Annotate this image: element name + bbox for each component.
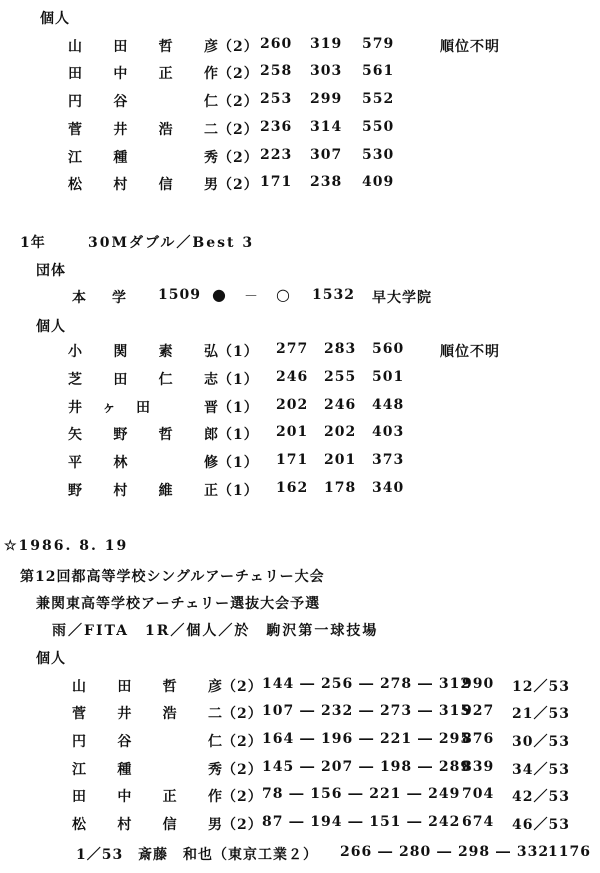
rank: 46／53 [512, 817, 570, 833]
grade: （2） [218, 122, 259, 138]
round-scores: 164 ― 196 ― 221 ― 295 [262, 731, 472, 747]
total: 530 [362, 147, 395, 163]
team-us: 本 学 [72, 290, 132, 306]
section3-conditions: 雨／FITA 1R／個人／於 駒沢第一球技場 [52, 623, 379, 639]
total: 704 [462, 786, 495, 802]
score-1: 201 [276, 424, 309, 440]
total: 674 [462, 814, 495, 830]
score-2: 303 [310, 63, 343, 79]
grade: （2） [222, 679, 263, 695]
grade: （2） [222, 817, 263, 833]
section1-kojin-label: 個人 [40, 11, 70, 27]
table-row [68, 424, 588, 444]
rank: 21／53 [512, 706, 570, 722]
score-1: 246 [276, 369, 309, 385]
section2-event: 30Mダブル／Best 3 [88, 235, 255, 251]
win-mark-icon: ○ [276, 285, 290, 304]
score-1: 171 [260, 174, 293, 190]
grade: （2） [218, 66, 259, 82]
total: 409 [362, 174, 395, 190]
round-scores: 87 ― 194 ― 151 ― 242 [262, 814, 461, 830]
grade: （2） [222, 762, 263, 778]
grade: （2） [218, 39, 259, 55]
grade: （2） [222, 734, 263, 750]
athlete-name: 江 種 秀 [72, 762, 222, 778]
total: 561 [362, 63, 395, 79]
table-row [68, 63, 588, 83]
grade: （1） [218, 344, 259, 360]
athlete-name: 菅 井 浩 二 [68, 122, 218, 138]
rank: 12／53 [512, 679, 570, 695]
score-1: 162 [276, 480, 309, 496]
score-2: 299 [310, 91, 343, 107]
grade: （2） [222, 706, 263, 722]
table-row [68, 36, 588, 56]
table-row [72, 814, 592, 834]
table-row [68, 452, 588, 472]
score-2: 201 [324, 452, 357, 468]
section3-title2: 兼関東高等学校アーチェリー選抜大会予選 [36, 596, 321, 612]
total: 552 [362, 91, 395, 107]
grade: （1） [218, 372, 259, 388]
round-scores: 144 ― 256 ― 278 ― 312 [262, 676, 472, 692]
total: 990 [462, 676, 495, 692]
section2-dantai-label: 団体 [36, 263, 66, 279]
score-1: 202 [276, 397, 309, 413]
team-score-them: 1532 [312, 287, 355, 303]
total: 927 [462, 703, 495, 719]
rank: 34／53 [512, 762, 570, 778]
table-row [68, 397, 588, 417]
athlete-name: 松 村 信 男 [68, 177, 218, 193]
score-1: 258 [260, 63, 293, 79]
table-row [68, 91, 588, 111]
round-scores: 107 ― 232 ― 273 ― 315 [262, 703, 472, 719]
winner-scores: 266 ― 280 ― 298 ― 332 [340, 844, 550, 860]
score-2: 283 [324, 341, 357, 357]
score-1: 260 [260, 36, 293, 52]
total: 579 [362, 36, 395, 52]
rank: 30／53 [512, 734, 570, 750]
grade: （1） [218, 427, 259, 443]
grade: （1） [218, 455, 259, 471]
total: 839 [462, 759, 495, 775]
table-row [68, 341, 588, 361]
table-row [72, 759, 592, 779]
team-them: 早大学院 [372, 290, 432, 306]
table-row [68, 147, 588, 167]
score-2: 307 [310, 147, 343, 163]
grade: （2） [222, 789, 263, 805]
grade: （1） [218, 483, 259, 499]
section2-year: 1年 [20, 235, 46, 251]
score-2: 255 [324, 369, 357, 385]
total: 403 [372, 424, 405, 440]
score-1: 171 [276, 452, 309, 468]
grade: （2） [218, 94, 259, 110]
table-row [72, 786, 592, 806]
rank-note: 順位不明 [440, 344, 500, 360]
score-1: 253 [260, 91, 293, 107]
score-2: 314 [310, 119, 343, 135]
score-2: 202 [324, 424, 357, 440]
athlete-name: 山 田 哲 彦 [72, 679, 222, 695]
score-1: 223 [260, 147, 293, 163]
score-2: 319 [310, 36, 343, 52]
total: 550 [362, 119, 395, 135]
section3-date: ☆1986. 8. 19 [4, 538, 129, 554]
table-row [68, 174, 588, 194]
table-row [68, 119, 588, 139]
round-scores: 78 ― 156 ― 221 ― 249 [262, 786, 461, 802]
total: 876 [462, 731, 495, 747]
table-row [72, 703, 592, 723]
team-dash: － [244, 289, 258, 305]
round-scores: 145 ― 207 ― 198 ― 289 [262, 759, 472, 775]
athlete-name: 野 村 維 正 [68, 483, 218, 499]
athlete-name: 円 谷 仁 [72, 734, 222, 750]
loss-mark-icon: ● [212, 285, 226, 304]
table-row [72, 731, 592, 751]
grade: （1） [218, 400, 259, 416]
athlete-name: 田 中 正 作 [68, 66, 218, 82]
total: 501 [372, 369, 405, 385]
athlete-name: 井 ヶ 田 晋 [68, 400, 218, 416]
section3-title1: 第12回都高等学校シングルアーチェリー大会 [20, 569, 325, 585]
total: 340 [372, 480, 405, 496]
athlete-name: 小 関 素 弘 [68, 344, 218, 360]
winner-rank: 1／53 [76, 847, 124, 863]
athlete-name: 平 林 修 [68, 455, 218, 471]
total: 560 [372, 341, 405, 357]
winner-name: 斎藤 和也（東京工業２） [138, 847, 318, 863]
score-1: 236 [260, 119, 293, 135]
rank: 42／53 [512, 789, 570, 805]
athlete-name: 松 村 信 男 [72, 817, 222, 833]
team-score-us: 1509 [158, 287, 201, 303]
total: 448 [372, 397, 405, 413]
athlete-name: 芝 田 仁 志 [68, 372, 218, 388]
winner-total: 1176 [548, 844, 591, 860]
athlete-name: 円 谷 仁 [68, 94, 218, 110]
table-row [72, 676, 592, 696]
athlete-name: 江 種 秀 [68, 150, 218, 166]
grade: （2） [218, 150, 259, 166]
athlete-name: 矢 野 哲 郎 [68, 427, 218, 443]
score-1: 277 [276, 341, 309, 357]
score-2: 246 [324, 397, 357, 413]
table-row [68, 369, 588, 389]
total: 373 [372, 452, 405, 468]
rank-note: 順位不明 [440, 39, 500, 55]
athlete-name: 山 田 哲 彦 [68, 39, 218, 55]
score-2: 238 [310, 174, 343, 190]
section2-kojin-label: 個人 [36, 319, 66, 335]
grade: （2） [218, 177, 259, 193]
athlete-name: 田 中 正 作 [72, 789, 222, 805]
table-row [68, 480, 588, 500]
section3-kojin-label: 個人 [36, 651, 66, 667]
score-2: 178 [324, 480, 357, 496]
athlete-name: 菅 井 浩 二 [72, 706, 222, 722]
